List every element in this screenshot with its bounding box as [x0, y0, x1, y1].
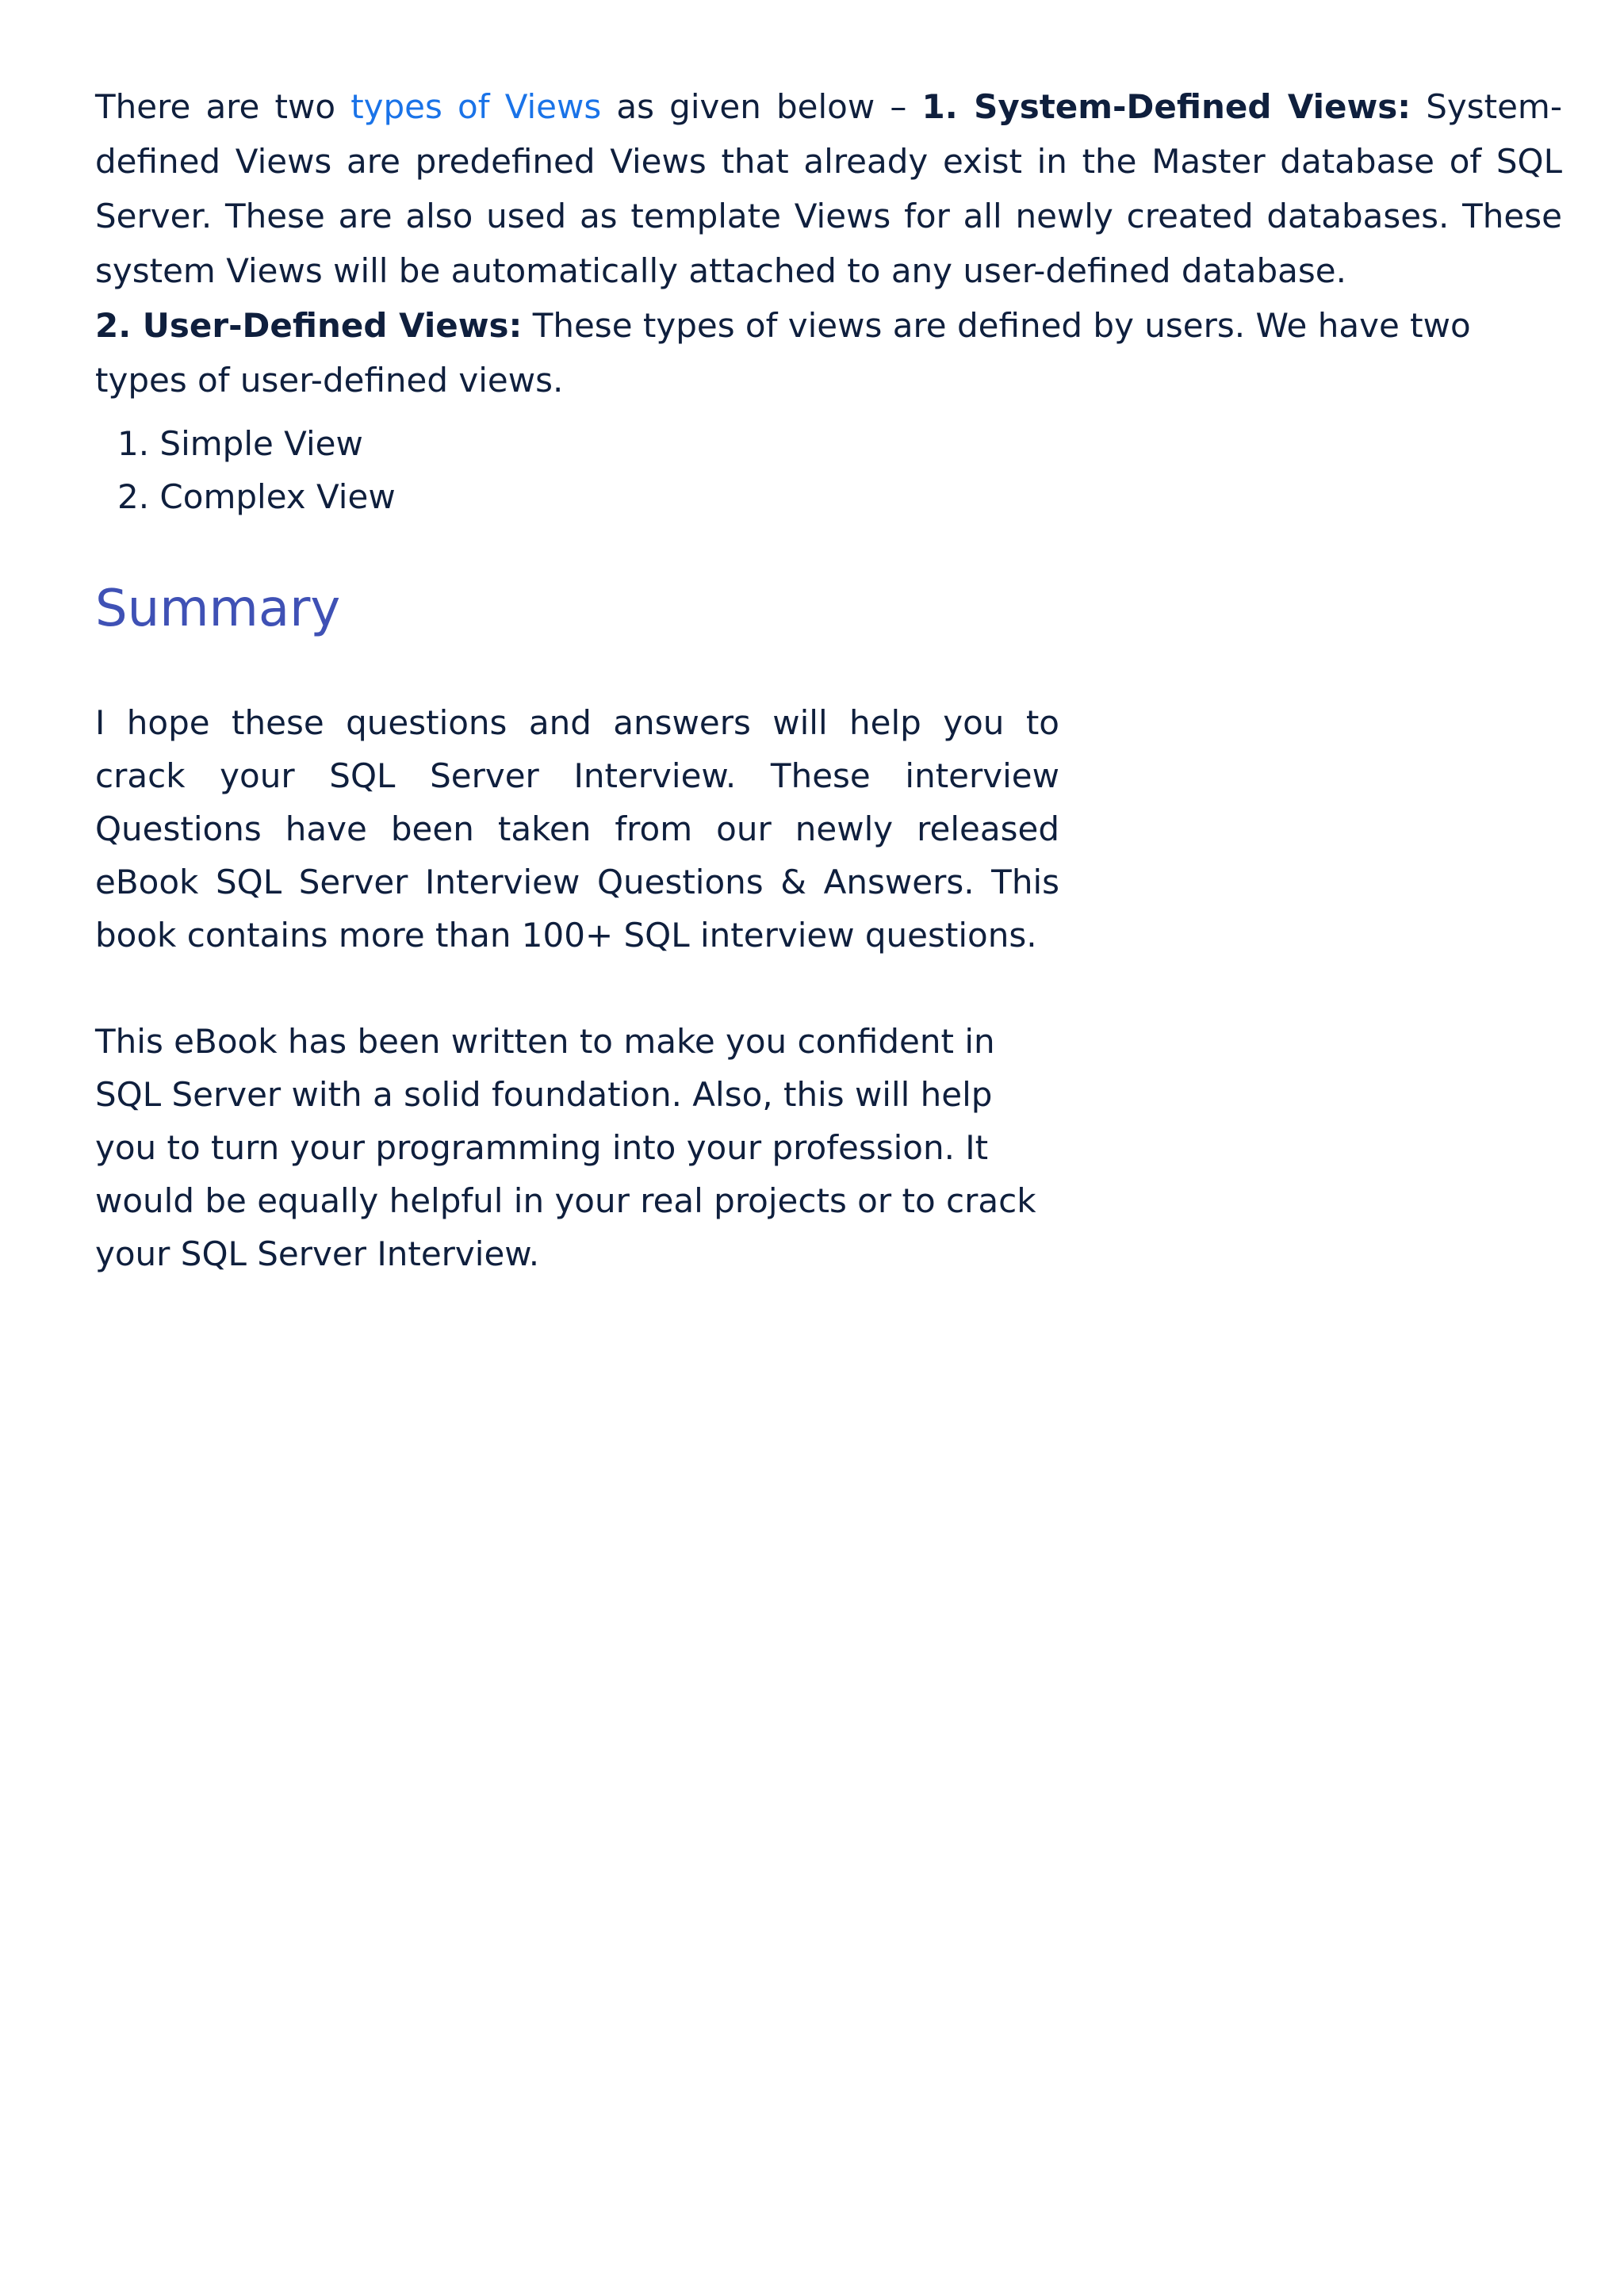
system-defined-views-text: System-defined Views are predefined Views that already exist in the Master database of SQL Server. These are also used as template Views for all newly created databases. These system Views will be automatically attached to any user-defined database.: [95, 87, 1563, 290]
summary-paragraph-2: This eBook has been written to make you confident in SQL Server with a solid foundation. Also, this will help you to turn your programming into your profession. It would be equally helpful in your real projects or to crack your SQL Server Interview.: [95, 1022, 1036, 1273]
summary-heading: Summary: [95, 580, 341, 638]
user-defined-views-paragraph: [95, 298, 1562, 408]
system-defined-views-term: 1. System-Defined Views:: [921, 87, 1411, 126]
list-item: 2. Complex View: [117, 477, 396, 516]
view-types-list: [95, 417, 1562, 523]
user-defined-views-term: 2. User-Defined Views:: [95, 306, 523, 345]
intro-prefix: There are two: [95, 87, 351, 126]
types-of-views-link[interactable]: types of Views: [350, 87, 602, 126]
user-defined-views-text: These types of views are defined by users. We have two types of user-defined views.: [95, 306, 1471, 400]
views-intro-paragraph: [95, 79, 1562, 298]
list-item: 1. Simple View: [117, 424, 363, 463]
summary-section: [95, 696, 1059, 1280]
document-page: [95, 79, 1562, 1280]
summary-paragraph-1: I hope these questions and answers will help you to crack your SQL Server Interview. These interview Questions have been taken from our newly released eBook SQL Server Interview Questions & Answers. This book contains more than 100+ SQL interview questions.: [95, 703, 1059, 955]
intro-middle: as given below –: [601, 87, 922, 126]
